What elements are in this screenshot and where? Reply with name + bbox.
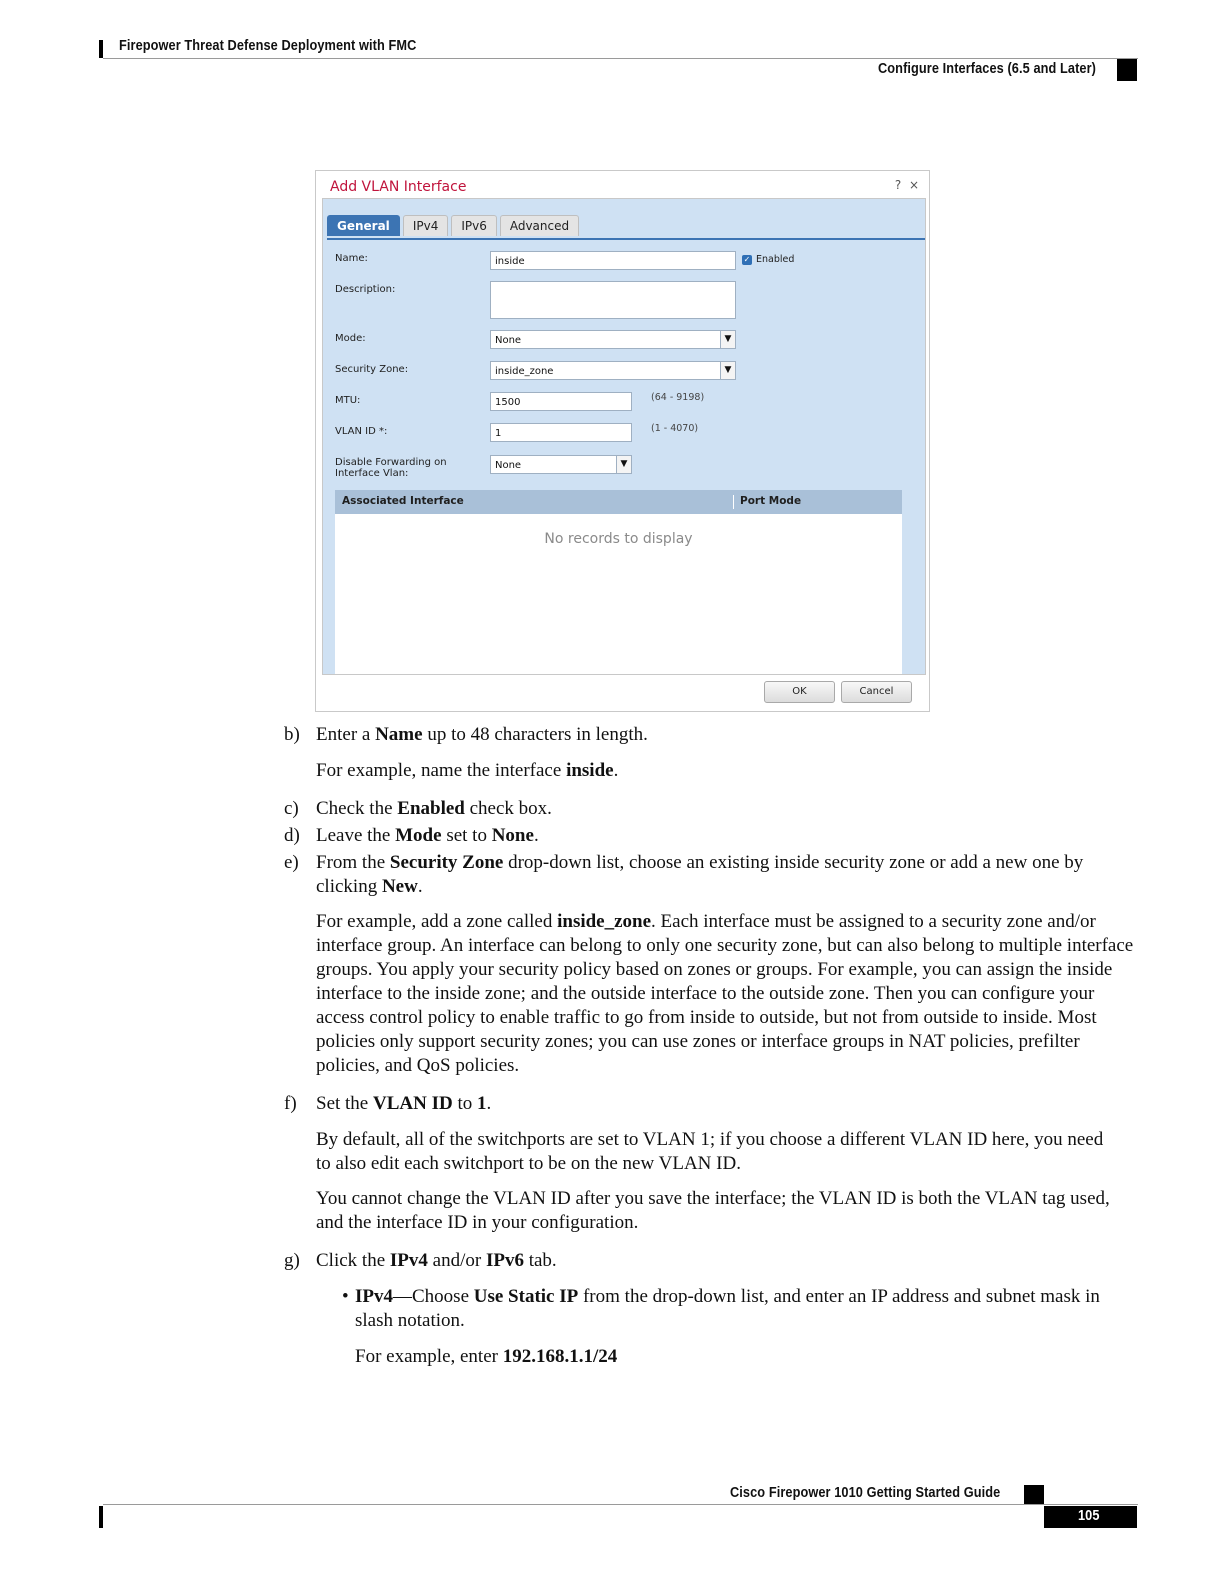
step-e-note-line2: interface group. An interface can belong to only one security zone, but can also belong to multiple interface <box>316 935 1134 956</box>
step-c-text <box>316 797 552 821</box>
tab-general[interactable]: General <box>327 215 400 236</box>
bold-term: IPv4 <box>355 1286 393 1307</box>
text-run: from the drop-down list, and enter an IP address and subnet mask in <box>578 1286 1100 1307</box>
mtu-input[interactable]: 1500 <box>490 392 632 411</box>
bullet-icon: • <box>342 1286 349 1307</box>
step-g-bullet1-line2: slash notation. <box>355 1310 465 1331</box>
section-title: Configure Interfaces (6.5 and Later) <box>878 61 1097 77</box>
bold-term: None <box>491 825 534 846</box>
help-icon[interactable]: ? <box>894 178 902 192</box>
bold-term: Use Static IP <box>473 1286 579 1307</box>
tab-underline <box>327 238 925 240</box>
step-f-note1-line1: By default, all of the switchports are set to VLAN 1; if you choose a different VLAN ID here, you need <box>316 1129 1104 1150</box>
step-e-note-line1 <box>316 910 1096 934</box>
enabled-label: Enabled <box>756 254 795 265</box>
security-zone-label: Security Zone: <box>335 364 409 375</box>
mtu-range: (64 - 9198) <box>651 392 705 403</box>
bold-term: 1 <box>476 1093 487 1114</box>
step-e-note-line6: policies only support security zones; you can use zones or interface groups in NAT policies, prefilter <box>316 1031 1080 1052</box>
header-left-bar <box>99 40 103 58</box>
disable-forwarding-label-line2: Interface Vlan: <box>335 468 409 479</box>
text-run: For example, add a zone called <box>316 911 558 932</box>
text-run: . Each interface must be assigned to a security zone and/or <box>651 911 1096 932</box>
step-b-letter: b) <box>284 724 300 745</box>
text-run: tab. <box>523 1250 557 1271</box>
chevron-down-icon: ▼ <box>720 362 735 379</box>
guide-title: Firepower Threat Defense Deployment with FMC <box>119 38 417 54</box>
text-run: . <box>533 825 539 846</box>
step-f-text <box>316 1092 491 1116</box>
step-e-letter: e) <box>284 852 299 873</box>
ok-button[interactable]: OK <box>764 681 835 703</box>
security-zone-select[interactable] <box>490 361 736 380</box>
step-e-note-line5: access control policy to enable traffic to go from inside to outside, but not from outside to inside. Most <box>316 1007 1097 1028</box>
step-d-text <box>316 824 539 848</box>
cancel-button[interactable]: Cancel <box>841 681 912 703</box>
bold-term: inside <box>566 760 614 781</box>
enabled-checkbox[interactable] <box>742 254 794 265</box>
name-label: Name: <box>335 253 368 264</box>
name-input[interactable]: inside <box>490 251 736 270</box>
mode-value: None <box>495 335 522 346</box>
step-b-text <box>316 723 648 747</box>
step-e-note-line4: interface to the inside zone; and the outside interface to the outside zone. Then you can configure your <box>316 983 1095 1004</box>
mode-select[interactable] <box>490 330 736 349</box>
disable-forwarding-label <box>335 457 447 479</box>
tab-ipv6[interactable]: IPv6 <box>451 215 497 236</box>
step-g-text <box>316 1249 557 1273</box>
footer-marker <box>1024 1485 1044 1505</box>
tab-ipv4[interactable]: IPv4 <box>403 215 449 236</box>
bold-term: Mode <box>395 825 442 846</box>
header-rule <box>103 58 1138 59</box>
step-f-note2-line1: You cannot change the VLAN ID after you save the interface; the VLAN ID is both the VLAN tag used, <box>316 1188 1110 1209</box>
step-g-bullet1-example <box>355 1345 617 1369</box>
step-f-note2-line2: and the interface ID in your configuration. <box>316 1212 639 1233</box>
bold-term: New <box>381 876 418 897</box>
chevron-down-icon: ▼ <box>616 456 631 473</box>
associated-interface-grid <box>335 514 902 674</box>
text-run: . <box>486 1093 492 1114</box>
description-input[interactable] <box>490 281 736 319</box>
mode-label: Mode: <box>335 333 366 344</box>
text-run: Leave the <box>316 825 396 846</box>
bold-term: 192.168.1.1/24 <box>502 1346 618 1367</box>
text-run: to <box>452 1093 477 1114</box>
bold-term: Enabled <box>397 798 465 819</box>
step-b-note <box>316 759 618 783</box>
bold-term: Security Zone <box>389 852 504 873</box>
bold-term: IPv4 <box>389 1250 428 1271</box>
tab-advanced[interactable]: Advanced <box>500 215 579 236</box>
step-d-letter: d) <box>284 825 300 846</box>
step-e-note-line7: policies, and QoS policies. <box>316 1055 520 1076</box>
footer-guide-name: Cisco Firepower 1010 Getting Started Guide <box>730 1485 1001 1501</box>
page-number: 105 <box>1078 1508 1100 1524</box>
text-run: From the <box>316 852 390 873</box>
text-run: Set the <box>316 1093 373 1114</box>
text-run: . <box>417 876 423 897</box>
vlan-id-label: VLAN ID *: <box>335 426 388 437</box>
header-marker <box>1117 59 1137 81</box>
vlan-id-range: (1 - 4070) <box>651 423 699 434</box>
no-records-message: No records to display <box>544 531 693 547</box>
text-run: drop-down list, choose an existing inside security zone or add a new one by <box>503 852 1084 873</box>
text-run: Enter a <box>316 724 376 745</box>
step-e-line1 <box>316 851 1083 875</box>
text-run: check box. <box>464 798 552 819</box>
disable-forwarding-value: None <box>495 460 522 471</box>
step-f-letter: f) <box>284 1093 297 1114</box>
step-g-bullet1 <box>355 1285 1100 1309</box>
bold-term: VLAN ID <box>373 1093 453 1114</box>
step-e-note-line3: groups. You apply your security policy based on zones or groups. For example, you can assign the inside <box>316 959 1113 980</box>
text-run: For example, name the interface <box>316 760 567 781</box>
footer-rule <box>103 1504 1138 1505</box>
step-g-letter: g) <box>284 1250 300 1271</box>
dialog-panel <box>322 198 926 675</box>
text-run: set to <box>441 825 492 846</box>
text-run: and/or <box>427 1250 486 1271</box>
text-run: Click the <box>316 1250 390 1271</box>
bold-term: Name <box>375 724 423 745</box>
bold-term: inside_zone <box>557 911 652 932</box>
col-associated-interface[interactable]: Associated Interface <box>342 495 464 507</box>
text-run: Check the <box>316 798 398 819</box>
dialog-controls <box>895 178 919 192</box>
description-label: Description: <box>335 284 396 295</box>
disable-forwarding-select[interactable] <box>490 455 632 474</box>
step-e-line2 <box>316 875 423 899</box>
close-icon[interactable]: × <box>908 178 919 192</box>
associated-interface-grid-header <box>335 490 902 514</box>
text-run: For example, enter <box>355 1346 503 1367</box>
tab-bar <box>327 215 579 236</box>
step-c-letter: c) <box>284 798 299 819</box>
security-zone-value: inside_zone <box>495 366 554 377</box>
text-run: clicking <box>316 876 382 897</box>
add-vlan-interface-dialog <box>315 170 930 712</box>
text-run: —Choose <box>393 1286 474 1307</box>
checkmark-icon: ✓ <box>743 254 751 264</box>
bold-term: IPv6 <box>485 1250 524 1271</box>
vlan-id-input[interactable]: 1 <box>490 423 632 442</box>
footer-left-bar <box>99 1506 103 1528</box>
dialog-title: Add VLAN Interface <box>330 179 467 195</box>
chevron-down-icon: ▼ <box>720 331 735 348</box>
text-run: up to 48 characters in length. <box>422 724 648 745</box>
text-run: . <box>613 760 619 781</box>
col-port-mode[interactable]: Port Mode <box>733 495 801 509</box>
mtu-label: MTU: <box>335 395 361 406</box>
step-f-note1-line2: to also edit each switchport to be on the new VLAN ID. <box>316 1153 741 1174</box>
disable-forwarding-label-line1: Disable Forwarding on <box>335 457 447 468</box>
